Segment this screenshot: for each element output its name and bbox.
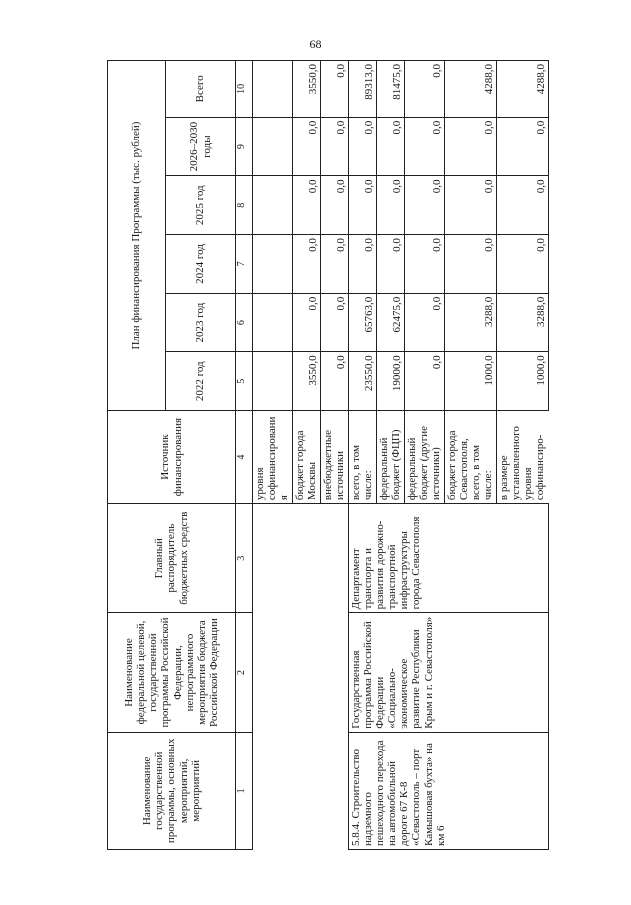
header-year: 2023 год bbox=[166, 293, 236, 352]
value-cell: 0,0 bbox=[293, 293, 321, 352]
header-name: Наименование государственной программы, основных мероприятий, мероприятий bbox=[108, 732, 236, 849]
value-cell: 0,0 bbox=[405, 117, 445, 176]
source-cell: всего, в том числе: bbox=[349, 411, 377, 504]
value-cell: 4288,0 bbox=[497, 61, 549, 118]
value-cell bbox=[253, 235, 293, 294]
value-cell: 0,0 bbox=[349, 176, 377, 235]
value-cell: 0,0 bbox=[497, 235, 549, 294]
header-total: Всего bbox=[166, 61, 236, 118]
source-cell: федеральный бюджет (ФЦП) bbox=[377, 411, 405, 504]
source-cell: федеральный бюджет (другие источники) bbox=[405, 411, 445, 504]
value-cell: 0,0 bbox=[445, 117, 497, 176]
value-cell: 0,0 bbox=[405, 176, 445, 235]
value-cell: 81475,0 bbox=[377, 61, 405, 118]
value-cell: 0,0 bbox=[321, 235, 349, 294]
value-cell: 3288,0 bbox=[497, 293, 549, 352]
source-cell: уровня софинансирования bbox=[253, 411, 293, 504]
financing-table bbox=[107, 60, 549, 850]
value-cell: 0,0 bbox=[405, 61, 445, 118]
value-cell: 62475,0 bbox=[377, 293, 405, 352]
header-year: 2025 год bbox=[166, 176, 236, 235]
header-year: 2026–2030 годы bbox=[166, 117, 236, 176]
column-index: 5 bbox=[236, 352, 253, 411]
header-year: 2024 год bbox=[166, 235, 236, 294]
value-cell: 1000,0 bbox=[445, 352, 497, 411]
column-index: 3 bbox=[236, 504, 253, 613]
value-cell bbox=[253, 61, 293, 118]
value-cell: 0,0 bbox=[405, 293, 445, 352]
value-cell: 0,0 bbox=[349, 235, 377, 294]
item-name: 5.8.4. Строительство надземного пешеходного перехода на автомобильной дороге 67 К-8 «Севастополь – порт Камышовая бухта» на км 6 bbox=[349, 732, 549, 849]
value-cell: 0,0 bbox=[377, 235, 405, 294]
value-cell: 3288,0 bbox=[445, 293, 497, 352]
item-federal-program: Государственная программа Российской Федерации «Социально-экономическое развитие Республики Крым и г. Севастополя» bbox=[349, 613, 549, 732]
value-cell: 0,0 bbox=[405, 235, 445, 294]
value-cell: 0,0 bbox=[321, 117, 349, 176]
page-number: 68 bbox=[309, 37, 322, 51]
value-cell: 0,0 bbox=[377, 176, 405, 235]
value-cell bbox=[253, 117, 293, 176]
value-cell: 0,0 bbox=[377, 117, 405, 176]
source-cell: бюджет города Москвы bbox=[293, 411, 321, 504]
value-cell: 19000,0 bbox=[377, 352, 405, 411]
previous-item-cell bbox=[253, 504, 349, 613]
value-cell: 0,0 bbox=[293, 176, 321, 235]
item-manager: Департамент транспорта и развития дорожно-транспортной инфраструктуры города Севастополя bbox=[349, 504, 549, 613]
column-index: 4 bbox=[236, 411, 253, 504]
value-cell: 0,0 bbox=[321, 61, 349, 118]
column-index: 10 bbox=[236, 61, 253, 118]
value-cell: 0,0 bbox=[321, 293, 349, 352]
column-index: 1 bbox=[236, 732, 253, 849]
value-cell: 4288,0 bbox=[445, 61, 497, 118]
value-cell: 0,0 bbox=[293, 235, 321, 294]
column-index: 7 bbox=[236, 235, 253, 294]
header-plan: План финансирования Программы (тыс. рублей) bbox=[108, 61, 166, 411]
value-cell: 1000,0 bbox=[497, 352, 549, 411]
value-cell: 0,0 bbox=[445, 176, 497, 235]
value-cell: 0,0 bbox=[321, 352, 349, 411]
value-cell: 0,0 bbox=[293, 117, 321, 176]
value-cell: 23550,0 bbox=[349, 352, 377, 411]
value-cell: 89313,0 bbox=[349, 61, 377, 118]
header-source: Источник финансирования bbox=[108, 411, 236, 504]
value-cell bbox=[253, 352, 293, 411]
source-cell: бюджет города Севастополя, всего, в том числе: bbox=[445, 411, 497, 504]
value-cell: 0,0 bbox=[405, 352, 445, 411]
value-cell: 65763,0 bbox=[349, 293, 377, 352]
value-cell: 3550,0 bbox=[293, 61, 321, 118]
header-manager: Главный распорядитель бюджетных средств bbox=[108, 504, 236, 613]
header-year: 2022 год bbox=[166, 352, 236, 411]
source-cell: в размере установленного уровня софинансиро- bbox=[497, 411, 549, 504]
value-cell bbox=[253, 176, 293, 235]
previous-item-cell bbox=[253, 732, 349, 849]
source-cell: внебюджетные источники bbox=[321, 411, 349, 504]
column-index: 2 bbox=[236, 613, 253, 732]
value-cell: 0,0 bbox=[497, 117, 549, 176]
column-index: 9 bbox=[236, 117, 253, 176]
column-index: 8 bbox=[236, 176, 253, 235]
value-cell: 0,0 bbox=[445, 235, 497, 294]
financing-table-rotated bbox=[107, 60, 609, 850]
value-cell: 0,0 bbox=[349, 117, 377, 176]
value-cell: 0,0 bbox=[497, 176, 549, 235]
value-cell: 3550,0 bbox=[293, 352, 321, 411]
previous-item-cell bbox=[253, 613, 349, 732]
value-cell: 0,0 bbox=[321, 176, 349, 235]
header-federal-program: Наименование федеральной целевой, государственной программы Российской Федерации, непрограммного мероприятия бюджета Российской Федерации bbox=[108, 613, 236, 732]
column-index: 6 bbox=[236, 293, 253, 352]
value-cell bbox=[253, 293, 293, 352]
